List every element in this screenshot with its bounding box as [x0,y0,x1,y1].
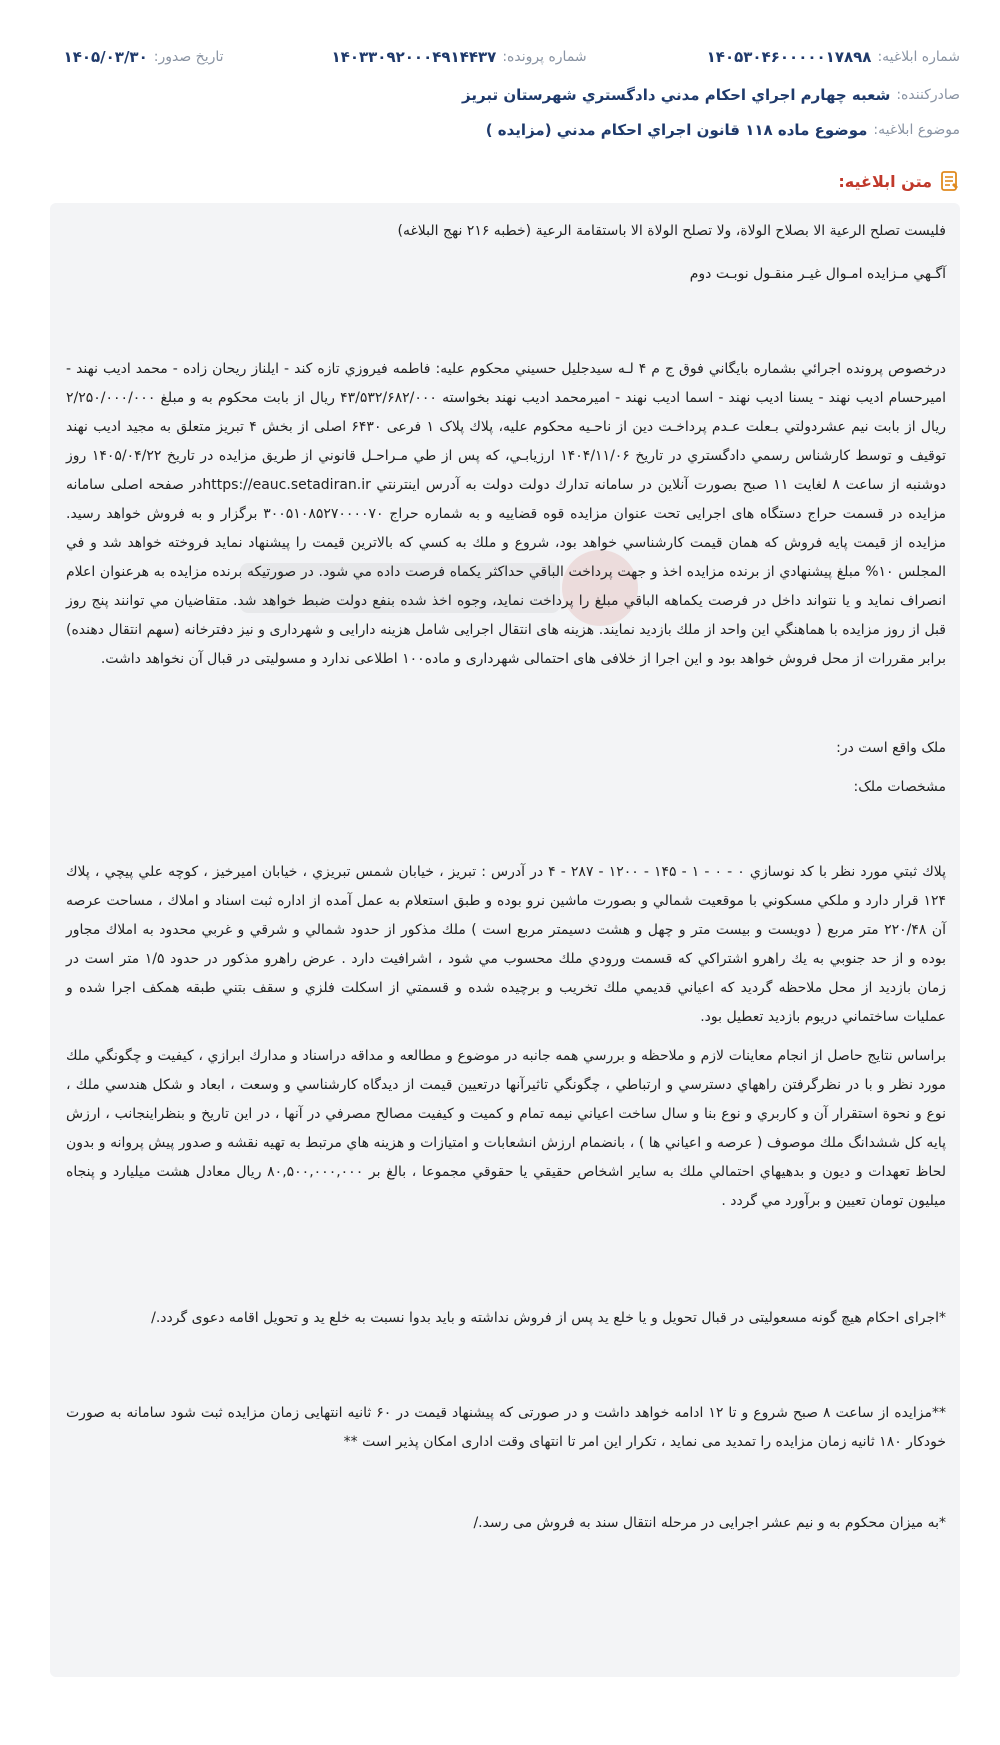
issuer-row [40,84,960,106]
notice-text-heading [838,170,960,192]
auction-title: آگـهي مـزايده امـوال غيـر منقـول نوبـت دوم [689,266,946,282]
notice-number-value: ۱۴۰۵۳۰۴۶۰۰۰۰۰۱۷۸۹۸ [706,48,872,66]
notice-number-label: شماره ابلاغيه: [877,49,960,65]
property-description: پلاك ثبتي مورد نظر با كد نوسازي ۰ - ۰ - ۱ - ۱۴۵ - ۱۲۰۰ - ۲۸۷ - ۴ در آدرس : تبريز ، خيابان شمس تبريزي ، خيابان اميرخيز ، كوچه علي پيچي ، پلاك ۱۲۴ قرار دارد و ملكي مسكوني با موقعيت شمالي و بصورت ماشين نرو بوده و طبق استعلام به عمل آمده از اداره ثبت اسناد و املاك ، مساحت عرصه آن ۲۲۰/۴۸ متر مربع ( دويست و بيست متر و چهل و هشت دسيمتر مربع است ) ملك مذكور از حدود شمالي و شرقي و غربي محدود به املاك مجاور بوده و از حد جنوبي به يك راهرو اشتراكي كه قسمت ورودي ملك محسوب مي شود ، اشرافيت دارد . عرض راهرو مذكور در حدود ۱/۵ متر است در زمان بازديد از محل ملاحظه گرديد كه اعياني قديمي ملك تخريب و برچيده شده و قسمتي از اسكلت فلزي و سقف بتني طبقه همكف اجرا شده و عمليات ساختماني دريوم بازديد تعطيل بود. [66,864,947,1025]
document-icon [940,170,960,192]
note-delivery: *اجرای احکام هيچ گونه مسعوليتی در قبال تحويل و يا خلع يد پس از فروش نداشته و بايد بدوا نسبت به خلع يد و تحويل اقامه دعوی گردد./ [151,1310,946,1326]
issuer-value: شعبه چهارم اجراي احكام مدني دادگستري شهرستان تبريز [462,86,891,104]
case-number-value: ۱۴۰۳۳۰۹۲۰۰۰۴۹۱۴۴۳۷ [331,48,497,66]
header-row-ids [40,46,960,68]
issue-date-value: ۱۴۰۵/۰۳/۳۰ [63,48,148,66]
notice-body-box [50,203,960,1677]
location-label: ملک واقع است در: [836,740,946,756]
subject-label: موضوع ابلاغيه: [873,122,960,138]
subject-value: موضوع ماده ۱۱۸ قانون اجراي احكام مدني (مزايده ) [485,121,868,139]
case-number [332,46,587,68]
subject-row [40,119,960,141]
issue-date-label: تاريخ صدور: [153,49,224,65]
notice-body-text [66,217,946,1538]
hadith-line: فليست تصلح الرعية الا بصلاح الولاة، ولا تصلح الولاة الا باستقامة الرعية (خطبه ۲۱۶ نهج البلاغه) [397,223,946,239]
notice-text-title: متن ابلاغيه: [838,171,932,191]
specs-label: مشخصات ملک: [853,779,946,795]
note-auction-time: **مزايده از ساعت ۸ صبح شروع و تا ۱۲ ادامه خواهد داشت و در صورتی که پيشنهاد قيمت در ۶۰ ثانيه انتهايی زمان مزايده ثبت شود سامانه به صورت خودکار ۱۸۰ ثانيه زمان مزايده را تمديد می نمايد ، تکرار اين امر تا انتهای وقت اداری امکان پذير است ** [66,1405,946,1450]
note-sale-amount: *به ميزان محکوم به و نيم عشر اجرايی در مرحله انتقال سند به فروش می رسد./ [473,1515,946,1531]
issuer-label: صادرکننده: [896,87,960,103]
case-number-label: شماره پرونده: [502,49,587,65]
valuation-paragraph: براساس نتايج حاصل از انجام معاينات لازم و ملاحظه و بررسي همه جانبه در موضوع و مطالعه و مداقه دراسناد و مدارك ابرازي ، كيفيت و چگونگي ملك مورد نظر و با در نظرگرفتن راههاي دسترسي و ارتباطي ، چگونگي تاثيرآنها درتعيين قيمت از ديدگاه كارشناسي و وسعت ، ابعاد و شكل هندسي ملك ، نوع و نحوة استقرار آن و كاربري و نوع بنا و سال ساخت اعياني نيمه تمام و كميت و كيفيت مصالح مصرفي در آنها ، در اين تاريخ و بنظراينجانب ، ارزش پايه كل ششدانگ ملك موصوف ( عرصه و اعياني ها ) ، بانضمام ارزش انشعابات و امتيازات و هزينه هاي مرتبط به تهيه نقشه و صدور پيش پروانه و بدون لحاظ تعهدات و ديون و بدهيهاي احتمالي ملك به ساير اشخاص حقيقي يا حقوقي مجموعا ، بالغ بر ۸۰,۵۰۰,۰۰۰,۰۰۰ ريال معادل هشت ميليارد و پنجاه ميليون تومان تعيين و برآورد مي گردد . [66,1048,946,1209]
issue-date [64,46,224,68]
notice-number [707,46,960,68]
main-paragraph: درخصوص پرونده اجرائي بشماره بايگاني فوق ج م ۴ لـه سيدجليل حسيني محكوم عليه: فاطمه فيروزي تازه كند - ايلناز ريحان زاده - محمد اديب نهند - اميرحسام اديب نهند - يسنا اديب نهند - اسما اديب نهند - اميرمحمد اديب نهند بخواسته ۴۳/۵۳۲/۶۸۲/۰۰۰ ريال از بابت محكوم به و مبلغ ۲/۲۵۰/۰۰۰/۰۰۰ ريال از بابت نيم عشردولتي بـعلت عـدم پرداخـت دين از ناحـيه محكوم عليه، پلاك پلاک ۱ فرعی ۶۴۳۰ اصلی از بخش ۴ تبريز متعلق به مجيد اديب نهند توقيف و توسط كارشناس رسمي دادگستري در تاريخ ۱۴۰۴/۱۱/۰۶ ارزيابـي، كه پس از طي مـراحـل قانوني از طريق مزايده در تاريخ ۱۴۰۵/۰۴/۲۲ روز دوشنبه از ساعت ۸ لغايت ۱۱ صبح بصورت آنلاين در سامانه تدارك دولت دولت به آدرس اينترنتي https://eauc.setadiran.irدر صفحه اصلی سامانه مزايده در قسمت حراج دستگاه های اجرايی تحت عنوان مزايده قوه قضاييه و به شماره حراج ۳۰۰۵۱۰۸۵۲۷۰۰۰۰۷۰ برگزار و به فروش خواهد رسيد. مزايده از قيمت پايه فروش که همان قيمت كارشناسي خواهد بود، شروع و ملك به كسي كه بالاترين قيمت را پيشنهاد نمايد فروخته خواهد شد و في المجلس ۱۰% مبلغ پيشنهادي از برنده مزايده اخذ و جهت پرداخت الباقي حداكثر يكماه فرصت داده مي شود. در صورتيكه برنده مزايده به هرعنوان اعلام انصراف نمايد و يا نتواند داخل در فرصت يكماهه الباقي مبلغ را پرداخت نمايد، وجوه اخذ شده بنفع دولت ضبط خواهد شد. متقاضيان مي توانند پنج روز قبل از روز مزايده با هماهنگي اين واحد از ملك بازديد نمايند. هزينه های انتقال اجرايی شامل هزينه دارايی و شهرداری و نيز دفترخانه (سهم انتقال دهنده) برابر مقررات از محل فروش خواهد بود و اين اجرا از خلافی های احتمالی شهرداری و ماده۱۰۰ اطلاعی ندارد و مسوليتی در قبال آن نخواهد داشت. [66,361,947,667]
